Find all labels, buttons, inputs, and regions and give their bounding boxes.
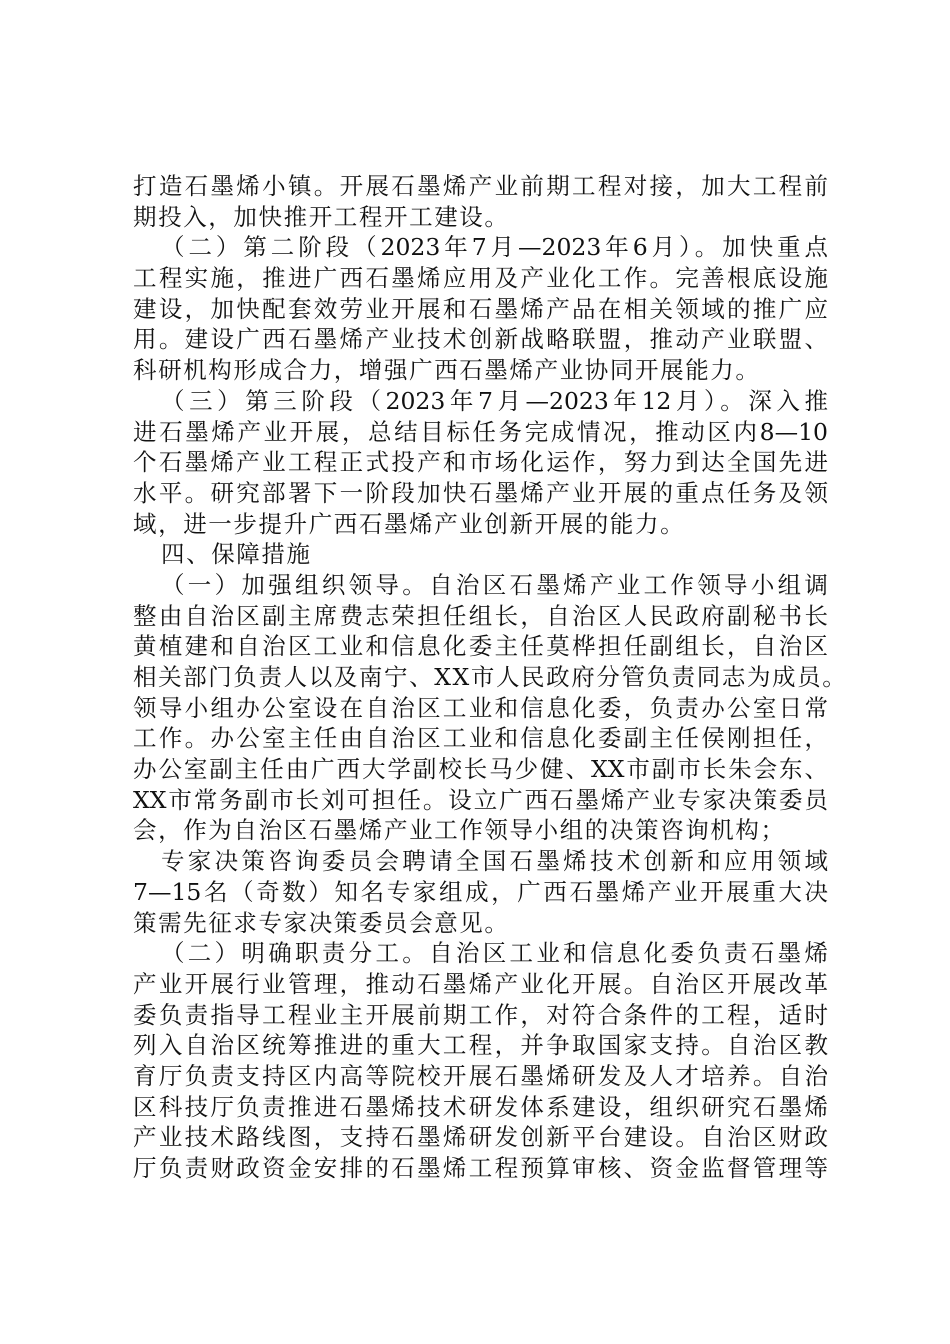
- text-line: 办公室副主任由广西大学副校长马少健、XX市副市长朱会东、: [133, 755, 828, 784]
- text-line: 相关部门负责人以及南宁、XX市人民政府分管负责同志为成员。: [133, 663, 848, 691]
- text-line: 黄植建和自治区工业和信息化委主任莫桦担任副组长，自治区: [133, 632, 828, 661]
- text-line: 建设，加快配套效劳业开展和石墨烯产品在相关领域的推广应: [133, 294, 828, 323]
- text-line: 打造石墨烯小镇。开展石墨烯产业前期工程对接，加大工程前: [133, 172, 828, 200]
- text-line: 个石墨烯产业工程正式投产和市场化运作，努力到达全国先进: [133, 448, 828, 477]
- text-line: （二）第二阶段（2023年7月—2023年6月）。加快重点: [161, 233, 828, 262]
- text-line: 委负责指导工程业主开展前期工作，对符合条件的工程，适时: [133, 1000, 828, 1029]
- text-line: 进石墨烯产业开展，总结目标任务完成情况，推动区内8—10: [133, 417, 828, 446]
- text-line: 领导小组办公室设在自治区工业和信息化委，负责办公室日常: [133, 693, 828, 722]
- text-line: 四、保障措施: [161, 540, 312, 569]
- text-line: 专家决策咨询委员会聘请全国石墨烯技术创新和应用领域: [161, 847, 828, 876]
- text-line: 水平。研究部署下一阶段加快石墨烯产业开展的重点任务及领: [133, 478, 828, 507]
- text-line: XX市常务副市长刘可担任。设立广西石墨烯产业专家决策委员: [133, 785, 828, 814]
- text-line: 会，作为自治区石墨烯产业工作领导小组的决策咨询机构；: [133, 816, 786, 845]
- text-line: （一）加强组织领导。自治区石墨烯产业工作领导小组调: [161, 570, 828, 599]
- text-line: 域，进一步提升广西石墨烯产业创新开展的能力。: [133, 509, 686, 538]
- text-line: 期投入，加快推开工程开工建设。: [133, 202, 510, 231]
- text-line: （二）明确职责分工。自治区工业和信息化委负责石墨烯: [161, 939, 828, 968]
- text-line: 厅负责财政资金安排的石墨烯工程预算审核、资金监督管理等: [133, 1154, 828, 1182]
- text-line: 育厅负责支持区内高等院校开展石墨烯研发及人才培养。自治: [133, 1061, 828, 1090]
- text-line: 工程实施，推进广西石墨烯应用及产业化工作。完善根底设施: [133, 264, 828, 293]
- text-line: 产业开展行业管理，推动石墨烯产业化开展。自治区开展改革: [133, 969, 828, 998]
- text-line: 整由自治区副主席费志荣担任组长，自治区人民政府副秘书长: [133, 601, 828, 630]
- text-line: 产业技术路线图，支持石墨烯研发创新平台建设。自治区财政: [133, 1123, 828, 1152]
- text-line: 区科技厅负责推进石墨烯技术研发体系建设，组织研究石墨烯: [133, 1092, 828, 1121]
- text-line: 科研机构形成合力，增强广西石墨烯产业协同开展能力。: [133, 356, 761, 385]
- text-line: 7—15名（奇数）知名专家组成，广西石墨烯产业开展重大决: [133, 877, 828, 906]
- text-line: 用。建设广西石墨烯产业技术创新战略联盟，推动产业联盟、: [133, 325, 828, 354]
- text-line: 策需先征求专家决策委员会意见。: [133, 908, 510, 937]
- document-body: [133, 171, 848, 1184]
- text-line: 列入自治区统筹推进的重大工程，并争取国家支持。自治区教: [133, 1031, 828, 1060]
- text-line: （三）第三阶段（2023年7月—2023年12月）。深入推: [161, 386, 828, 415]
- text-line: 工作。办公室主任由自治区工业和信息化委副主任侯刚担任，: [133, 724, 828, 753]
